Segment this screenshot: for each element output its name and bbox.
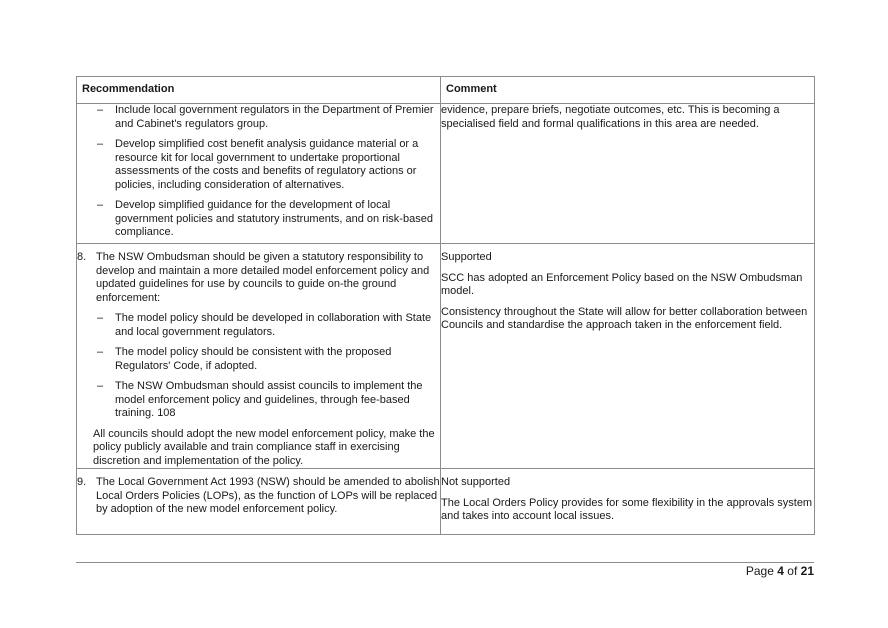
item-text: The NSW Ombudsman should be given a statutory responsibility to develop and maintain a more detailed model enforcement policy and updated guidelines for use by councils to guide on-the ground enforcement:	[96, 251, 430, 304]
comment-text: Consistency throughout the State will allow for better collaboration between Councils and standardise the approach taken in the enforcement field.	[441, 305, 808, 331]
bullet-marker: –	[97, 312, 104, 324]
comment-cell	[441, 244, 815, 469]
item-number: 9.	[77, 476, 87, 488]
bullet-item	[77, 104, 440, 131]
bullet-text: The NSW Ombudsman should assist councils to implement the model enforcement policy and guidelines, through fee-based training. 108	[115, 380, 423, 419]
comment-text: evidence, prepare briefs, negotiate outcomes, etc. This is becoming a specialised field and formal qualifications in this area are needed.	[441, 104, 780, 130]
item-number: 8.	[77, 251, 87, 263]
comment-cell	[441, 469, 815, 535]
recommendation-item	[77, 476, 440, 517]
total-pages: 21	[800, 564, 814, 578]
table-row-9	[77, 469, 815, 535]
bullet-text: Include local government regulators in the Department of Premier and Cabinet's regulators group.	[115, 104, 434, 130]
item-text: The Local Government Act 1993 (NSW) should be amended to abolish Local Orders Policies (LOPs), as the function of LOPs will be replaced by adoption of the new model enforcement policy.	[96, 476, 440, 515]
bullet-text: The model policy should be developed in collaboration with State and local government regulators.	[115, 312, 432, 338]
bullet-marker: –	[97, 199, 104, 211]
recommendation-cell	[77, 244, 441, 469]
header-recommendation: Recommendation	[77, 77, 441, 104]
bullet-text: Develop simplified cost benefit analysis guidance material or a resource kit for local government to undertake proportional assessments of the costs and benefits of regulatory actions or policies, including consideration of alternatives.	[115, 138, 419, 191]
bullet-item	[77, 380, 440, 421]
table-row-continued	[77, 104, 815, 244]
table-header-row	[77, 77, 815, 104]
page-label: Page	[745, 564, 774, 578]
bullet-marker: –	[97, 138, 104, 150]
recommendation-table	[76, 76, 815, 535]
bullet-marker: –	[97, 104, 104, 116]
closing-text: All councils should adopt the new model enforcement policy, make the policy publicly available and train compliance staff in exercising discretion and implementation of the policy.	[93, 427, 435, 467]
of-label: of	[787, 564, 798, 578]
comment-status: Not supported	[441, 476, 511, 488]
comment-cell	[441, 104, 815, 244]
recommendation-cell	[77, 469, 441, 535]
table-row-8	[77, 244, 815, 469]
bullet-item	[77, 346, 440, 373]
comment-text: The Local Orders Policy provides for some flexibility in the approvals system and takes into account local issues.	[441, 496, 813, 522]
bullet-marker: –	[97, 380, 104, 392]
bullet-marker: –	[97, 346, 104, 358]
recommendation-cell	[77, 104, 441, 244]
comment-text: SCC has adopted an Enforcement Policy based on the NSW Ombudsman model.	[441, 271, 803, 297]
page-footer	[746, 564, 814, 578]
bullet-item	[77, 312, 440, 339]
page-number: 4	[777, 564, 784, 578]
comment-status: Supported	[441, 251, 492, 263]
header-comment: Comment	[441, 77, 815, 104]
bullet-item	[77, 199, 440, 240]
bullet-item	[77, 138, 440, 192]
recommendation-item	[77, 251, 440, 305]
footer-divider	[76, 562, 814, 563]
bullet-text: The model policy should be consistent with the proposed Regulators' Code, if adopted.	[115, 346, 392, 372]
bullet-text: Develop simplified guidance for the development of local government policies and statutory instruments, and on risk-based compliance.	[115, 199, 433, 238]
